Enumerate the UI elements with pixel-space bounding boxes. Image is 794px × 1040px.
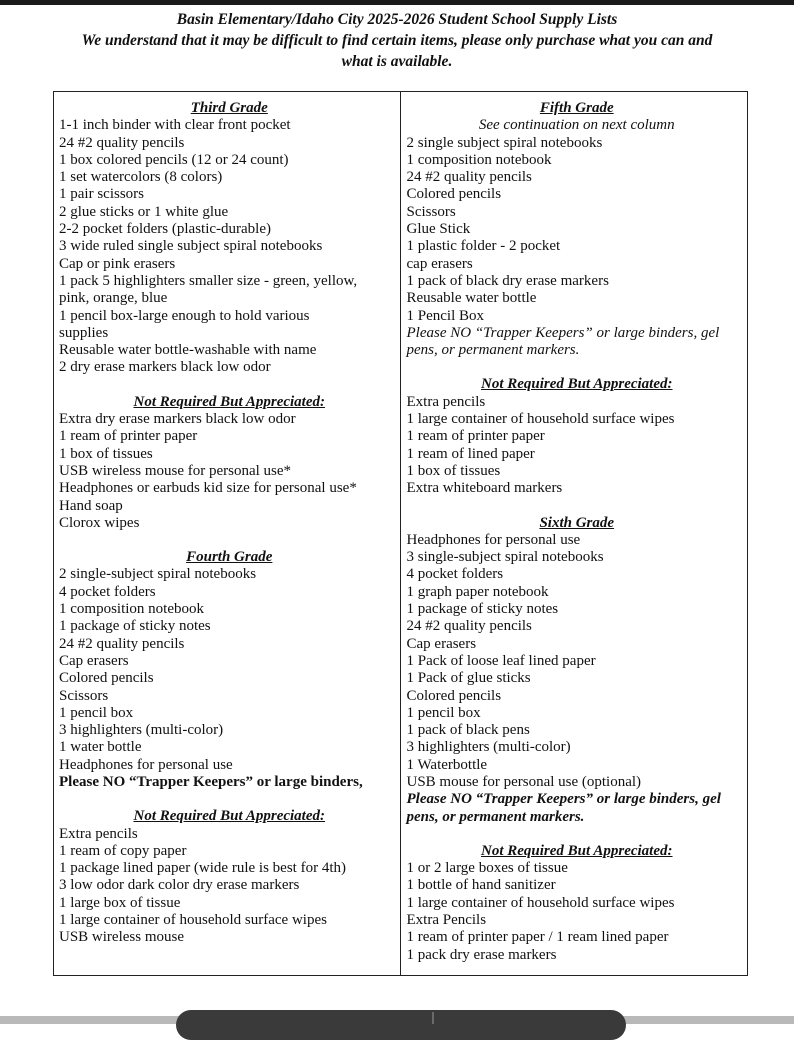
list-item: 1 box of tissues (406, 462, 501, 479)
list-item: 2 single-subject spiral notebooks (59, 566, 257, 583)
right-column (401, 92, 748, 975)
list-item: 3 wide ruled single subject spiral notebooks (59, 238, 323, 255)
list-item: 1 pack of black dry erase markers (406, 272, 609, 289)
list-item: 1 pencil box (406, 704, 481, 721)
list-item: 1 Waterbottle (406, 756, 488, 773)
list-item: 1 package of sticky notes (59, 618, 211, 635)
list-item: Extra pencils (59, 825, 138, 842)
list-item: 1 ream of lined paper (406, 445, 535, 462)
top-border (0, 0, 794, 5)
supply-table (53, 91, 748, 976)
third-grade-title: Third Grade (190, 100, 268, 116)
third-grade-appreciated-title: Not Required But Appreciated: (133, 393, 326, 410)
list-item: Extra whiteboard markers (406, 480, 563, 497)
list-item: 1 ream of printer paper / 1 ream lined paper (406, 929, 669, 946)
fourth-grade-appreciated-title: Not Required But Appreciated: (133, 808, 326, 825)
list-item: 4 pocket folders (59, 583, 156, 600)
sixth-grade-list (407, 532, 748, 791)
list-item: 1 bottle of hand sanitizer (406, 877, 556, 894)
sixth-grade-title: Sixth Grade (539, 514, 615, 531)
sixth-grade-appreciated-title: Not Required But Appreciated: (480, 842, 673, 859)
list-item: 1 package of sticky notes (406, 601, 559, 618)
list-item: USB mouse for personal use (optional) (406, 773, 642, 790)
list-item: 1 plastic folder - 2 pocket (406, 238, 561, 255)
list-item: 1 Pencil Box (406, 307, 484, 324)
list-item: 1-1 inch binder with clear front pocket (59, 117, 291, 134)
list-item: 1 or 2 large boxes of tissue (406, 860, 568, 877)
page-header (0, 9, 794, 72)
fifth-grade-appreciated-title: Not Required But Appreciated: (480, 376, 673, 393)
viewer-control-pill[interactable] (176, 1010, 626, 1040)
list-item: 2 glue sticks or 1 white glue (59, 203, 229, 220)
list-item: 1 pencil box (59, 704, 134, 721)
list-item: Headphones for personal use (59, 756, 233, 773)
list-item: 2 single subject spiral notebooks (406, 134, 603, 151)
third-grade-appreciated-list (59, 411, 400, 532)
list-item: 4 pocket folders (406, 566, 504, 583)
list-item: USB wireless mouse for personal use* (59, 462, 292, 479)
fourth-grade-appreciated-list (59, 826, 400, 947)
list-item: 1 water bottle (59, 739, 142, 756)
list-item: Colored pencils (406, 687, 502, 704)
list-item: 24 #2 quality pencils (406, 618, 532, 635)
list-item: 3 highlighters (multi-color) (406, 739, 571, 756)
list-item: 1 Pack of glue sticks (406, 670, 531, 687)
list-item: Colored pencils (59, 670, 154, 687)
list-item: 1 graph paper notebook (406, 583, 549, 600)
list-item: Scissors (406, 203, 456, 220)
list-item: 1 ream of printer paper (59, 428, 198, 445)
list-item: 24 #2 quality pencils (59, 635, 185, 652)
list-item: cap erasers (406, 255, 473, 272)
list-item: Scissors (59, 687, 109, 704)
list-item: 2 dry erase markers black low odor (59, 359, 271, 376)
list-item: 1 pencil box-large enough to hold various (59, 307, 310, 324)
list-item: 1 pack of black pens (406, 722, 530, 739)
header-note-line-2: what is available. (341, 53, 453, 70)
page-title: Basin Elementary/Idaho City 2025-2026 Student School Supply Lists (176, 11, 618, 28)
list-item: 3 low odor dark color dry erase markers (59, 877, 300, 894)
sixth-grade-note: Please NO “Trapper Keepers” or large binders, gel pens, or permanent markers. (406, 791, 721, 825)
list-item: USB wireless mouse (59, 929, 184, 946)
list-item: Colored pencils (406, 186, 502, 203)
list-item: 1 pack 5 highlighters smaller size - green, yellow, (59, 272, 358, 289)
list-item: Clorox wipes (59, 514, 140, 531)
fifth-grade-list (407, 135, 748, 325)
list-item: 1 ream of copy paper (59, 842, 187, 859)
third-grade-list (59, 117, 400, 376)
fifth-grade-note: Please NO “Trapper Keepers” or large binders, gel pens, or permanent markers. (406, 324, 720, 359)
list-item: Cap erasers (59, 652, 129, 669)
list-item: Cap or pink erasers (59, 255, 176, 272)
list-item: Hand soap (59, 497, 123, 514)
list-item: Headphones or earbuds kid size for personal use* (59, 480, 357, 497)
list-item: Reusable water bottle (406, 290, 537, 307)
list-item: 1 pair scissors (59, 186, 144, 203)
list-item: supplies (59, 324, 109, 341)
list-item: 1 set watercolors (8 colors) (59, 169, 223, 186)
list-item: Cap erasers (406, 635, 477, 652)
list-item: 1 composition notebook (406, 151, 552, 168)
fifth-grade-appreciated-list (407, 394, 748, 498)
list-item: 1 box of tissues (59, 445, 153, 462)
list-item: 3 single-subject spiral notebooks (406, 549, 604, 566)
list-item: 1 large box of tissue (59, 894, 181, 911)
list-item: 24 #2 quality pencils (406, 169, 532, 186)
list-item: 1 package lined paper (wide rule is best for 4th) (59, 860, 346, 877)
list-item: 1 box colored pencils (12 or 24 count) (59, 151, 289, 168)
fifth-grade-title: Fifth Grade (539, 100, 614, 116)
fourth-grade-list (59, 566, 400, 774)
list-item: Reusable water bottle-washable with name (59, 342, 317, 359)
list-item: 1 ream of printer paper (406, 428, 545, 445)
list-item: 1 large container of household surface wipes (406, 894, 675, 911)
list-item: Extra dry erase markers black low odor (59, 411, 296, 428)
list-item: 1 large container of household surface wipes (59, 912, 327, 929)
fourth-grade-title: Fourth Grade (186, 549, 273, 566)
list-item: Extra Pencils (406, 912, 487, 929)
fifth-grade-subtitle: See continuation on next column (478, 117, 675, 134)
list-item: 3 highlighters (multi-color) (59, 722, 224, 739)
list-item: Headphones for personal use (406, 531, 581, 548)
list-item: 1 Pack of loose leaf lined paper (406, 652, 596, 669)
list-item: pink, orange, blue (59, 290, 168, 307)
list-item: 24 #2 quality pencils (59, 134, 185, 151)
header-note-line-1: We understand that it may be difficult to find certain items, please only purchase what you can and (81, 32, 713, 49)
sixth-grade-appreciated-list (407, 860, 748, 964)
left-column (54, 92, 401, 975)
list-item: Glue Stick (406, 221, 471, 238)
list-item: 1 composition notebook (59, 601, 204, 618)
fourth-grade-note: Please NO “Trapper Keepers” or large binders, (59, 773, 363, 790)
list-item: 1 large container of household surface wipes (406, 411, 675, 428)
list-item: 2-2 pocket folders (plastic-durable) (59, 221, 271, 238)
list-item: 1 pack dry erase markers (406, 946, 557, 963)
pill-divider (432, 1012, 434, 1024)
list-item: Extra pencils (406, 393, 486, 410)
